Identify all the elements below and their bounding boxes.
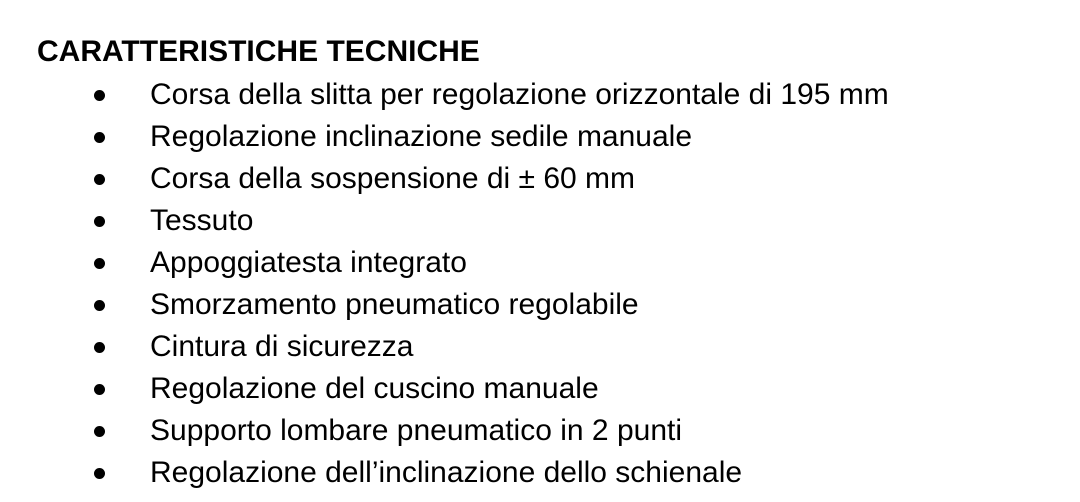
bullet-icon: [94, 342, 105, 353]
bullet-icon: [94, 132, 105, 143]
list-item: [0, 326, 1040, 368]
bullet-icon: [94, 468, 105, 479]
list-item: [0, 284, 1040, 326]
features-list: [0, 74, 1040, 494]
list-item: [0, 452, 1040, 494]
bullet-icon: [94, 216, 105, 227]
bullet-icon: [94, 90, 105, 101]
bullet-icon: [94, 300, 105, 311]
list-item-text: Supporto lombare pneumatico in 2 punti: [150, 414, 683, 447]
list-item: [0, 200, 1040, 242]
list-item-text: Regolazione inclinazione sedile manuale: [150, 120, 693, 153]
bullet-icon: [94, 258, 105, 269]
list-item-text: Regolazione dell’inclinazione dello schienale: [150, 456, 743, 489]
list-item: [0, 158, 1040, 200]
list-item-text: Corsa della slitta per regolazione orizzontale di 195 mm: [150, 78, 889, 111]
list-item: [0, 116, 1040, 158]
list-item-text: Regolazione del cuscino manuale: [150, 372, 599, 405]
list-item-text: Cintura di sicurezza: [150, 330, 414, 363]
list-item-text: Appoggiatesta integrato: [150, 246, 467, 279]
bullet-icon: [94, 426, 105, 437]
bullet-icon: [94, 384, 105, 395]
list-item: [0, 74, 1040, 116]
list-item: [0, 410, 1040, 452]
list-item-text: Corsa della sospensione di ± 60 mm: [150, 162, 636, 195]
list-item: [0, 368, 1040, 410]
bullet-icon: [94, 174, 105, 185]
section-heading: CARATTERISTICHE TECNICHE: [37, 35, 480, 68]
list-item: [0, 242, 1040, 284]
list-item-text: Smorzamento pneumatico regolabile: [150, 288, 639, 321]
list-item-text: Tessuto: [150, 204, 254, 237]
